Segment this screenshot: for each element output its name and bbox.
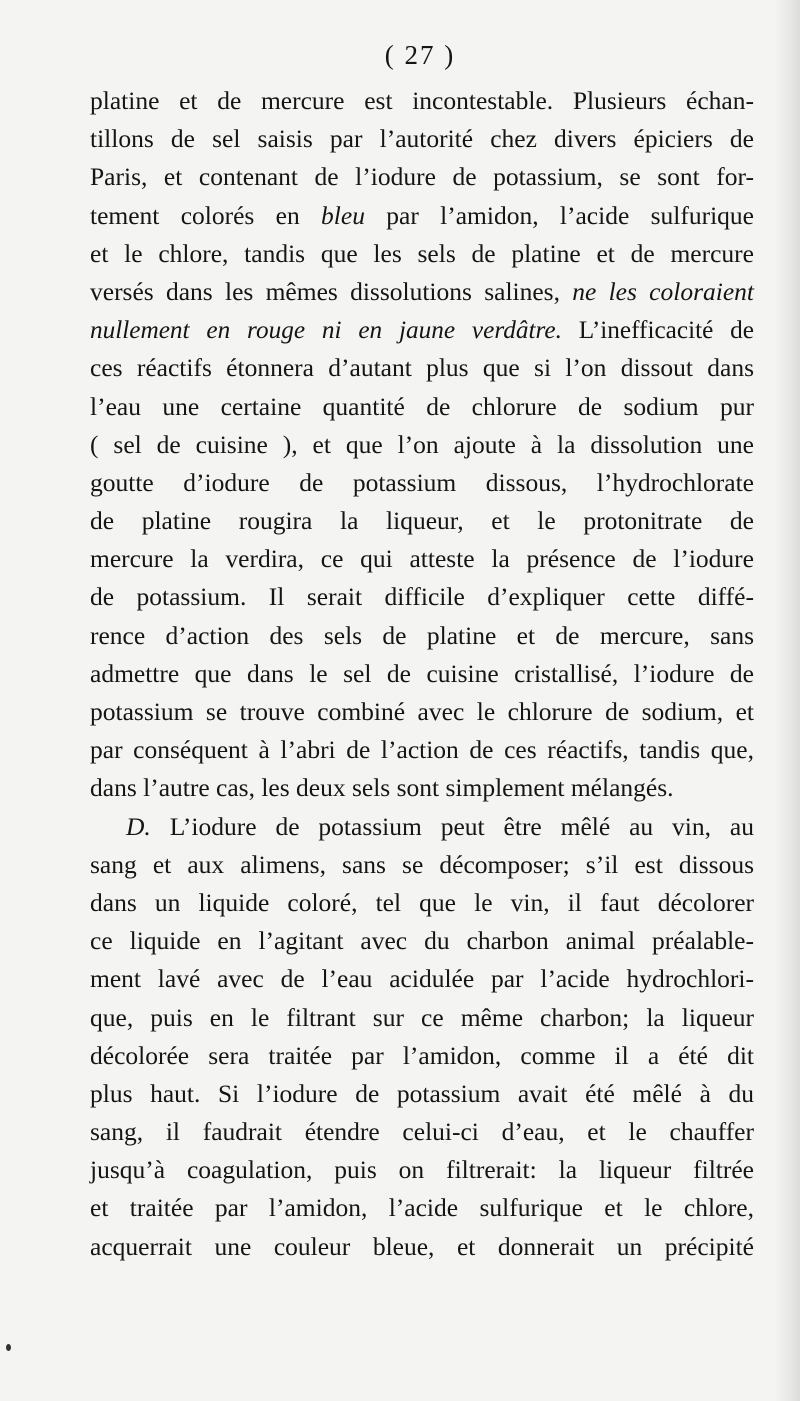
line-text: sang, il faudrait étendre celui-ci d’eau, et le chauffer	[90, 1117, 754, 1147]
line-text: par conséquent à l’abri de l’action de ces réactifs, tandis que,	[90, 735, 754, 765]
text-line	[90, 693, 754, 731]
line-text: potassium se trouve combiné avec le chlorure de sodium, et	[90, 697, 754, 726]
text-line	[90, 82, 754, 120]
line-text: que, puis en le filtrant sur ce même charbon; la liqueur	[90, 1002, 754, 1032]
text-line	[90, 502, 754, 540]
line-text: jusqu’à coagulation, puis on filtrerait: la liqueur filtrée	[90, 1155, 754, 1185]
line-text: sang et aux alimens, sans se décomposer; s’il est dissous	[90, 849, 754, 879]
line-text: de potassium. Il serait difficile d’expliquer cette diffé-	[90, 582, 754, 612]
body-text	[90, 82, 754, 1266]
text-line	[90, 273, 754, 311]
text-line	[90, 884, 754, 922]
line-text: platine et de mercure est incontestable. Plusieurs échan-	[90, 86, 754, 115]
text-line	[90, 655, 754, 693]
line-text: acquerrait une couleur bleue, et donnerait un précipité	[90, 1231, 754, 1261]
line-text: de platine rougira la liqueur, et le protonitrate de	[90, 506, 754, 536]
text-line	[90, 464, 754, 502]
line-text: L’inefficacité de	[561, 316, 754, 345]
line-text: ment lavé avec de l’eau acidulée par l’acide hydrochlori-	[90, 964, 754, 994]
line-text: tillons de sel saisis par l’autorité chez divers épiciers de	[90, 124, 754, 154]
page-number: ( 27 )	[384, 40, 456, 70]
line-text: goutte d’iodure de potassium dissous, l’hydrochlorate	[90, 467, 754, 497]
line-text: L’iodure de potassium peut être mêlé au vin, au	[150, 811, 754, 841]
text-line	[90, 922, 754, 960]
text-line	[90, 1113, 754, 1151]
line-text: mercure la verdira, ce qui atteste la présence de l’iodure	[90, 544, 754, 574]
italic-text: bleu	[321, 200, 365, 230]
line-text: ce liquide en l’agitant avec du charbon animal préalable-	[90, 926, 754, 956]
line-text: ( sel de cuisine ), et que l’on ajoute à la dissolution une	[90, 429, 754, 459]
text-line	[90, 426, 754, 464]
text-line	[90, 578, 754, 616]
text-line	[90, 960, 754, 998]
italic-text: ne les coloraient	[572, 276, 754, 306]
text-line	[90, 388, 754, 426]
text-line	[90, 1037, 754, 1075]
line-text: rence d’action des sels de platine et de mercure, sans	[90, 620, 754, 650]
italic-text: D.	[126, 811, 151, 841]
line-text: décolorée sera traitée par l’amidon, comme il a été dit	[90, 1040, 754, 1070]
text-line	[90, 311, 754, 349]
line-text: plus haut. Si l’iodure de potassium avait été mêlé à du	[90, 1078, 754, 1108]
text-line	[90, 808, 754, 846]
text-line	[90, 120, 754, 158]
text-line	[90, 769, 754, 807]
text-line	[90, 1151, 754, 1189]
line-text: ces réactifs étonnera d’autant plus que si l’on dissout dans	[90, 353, 754, 383]
line-text: l’eau une certaine quantité de chlorure de sodium pur	[90, 391, 754, 421]
text-line	[90, 846, 754, 884]
text-line	[90, 617, 754, 655]
line-text: dans un liquide coloré, tel que le vin, il faut décolorer	[90, 887, 754, 917]
text-line	[90, 999, 754, 1037]
line-text: Paris, et contenant de l’iodure de potassium, se sont for-	[90, 162, 754, 192]
line-text: versés dans les mêmes dissolutions salines,	[90, 276, 573, 306]
text-line	[90, 1189, 754, 1227]
text-line	[90, 349, 754, 387]
line-text: admettre que dans le sel de cuisine cristallisé, l’iodure de	[90, 658, 754, 688]
line-text: et le chlore, tandis que les sels de platine et de mercure	[90, 238, 754, 268]
ink-spot	[6, 1344, 11, 1351]
line-text: dans l’autre cas, les deux sels sont simplement mélangés.	[90, 773, 674, 803]
page-edge-shadow	[774, 0, 800, 1401]
text-line	[90, 1075, 754, 1113]
text-line	[90, 731, 754, 769]
italic-text: nullement en rouge ni en jaune verdâtre.	[90, 316, 562, 345]
text-line	[90, 235, 754, 273]
line-text: par l’amidon, l’acide sulfurique	[364, 200, 754, 230]
text-line	[90, 1228, 754, 1266]
text-line	[90, 158, 754, 196]
line-text: tement colorés en	[90, 200, 322, 230]
line-text: et traitée par l’amidon, l’acide sulfurique et le chlore,	[90, 1193, 754, 1223]
text-line	[90, 197, 754, 235]
text-line	[90, 540, 754, 578]
